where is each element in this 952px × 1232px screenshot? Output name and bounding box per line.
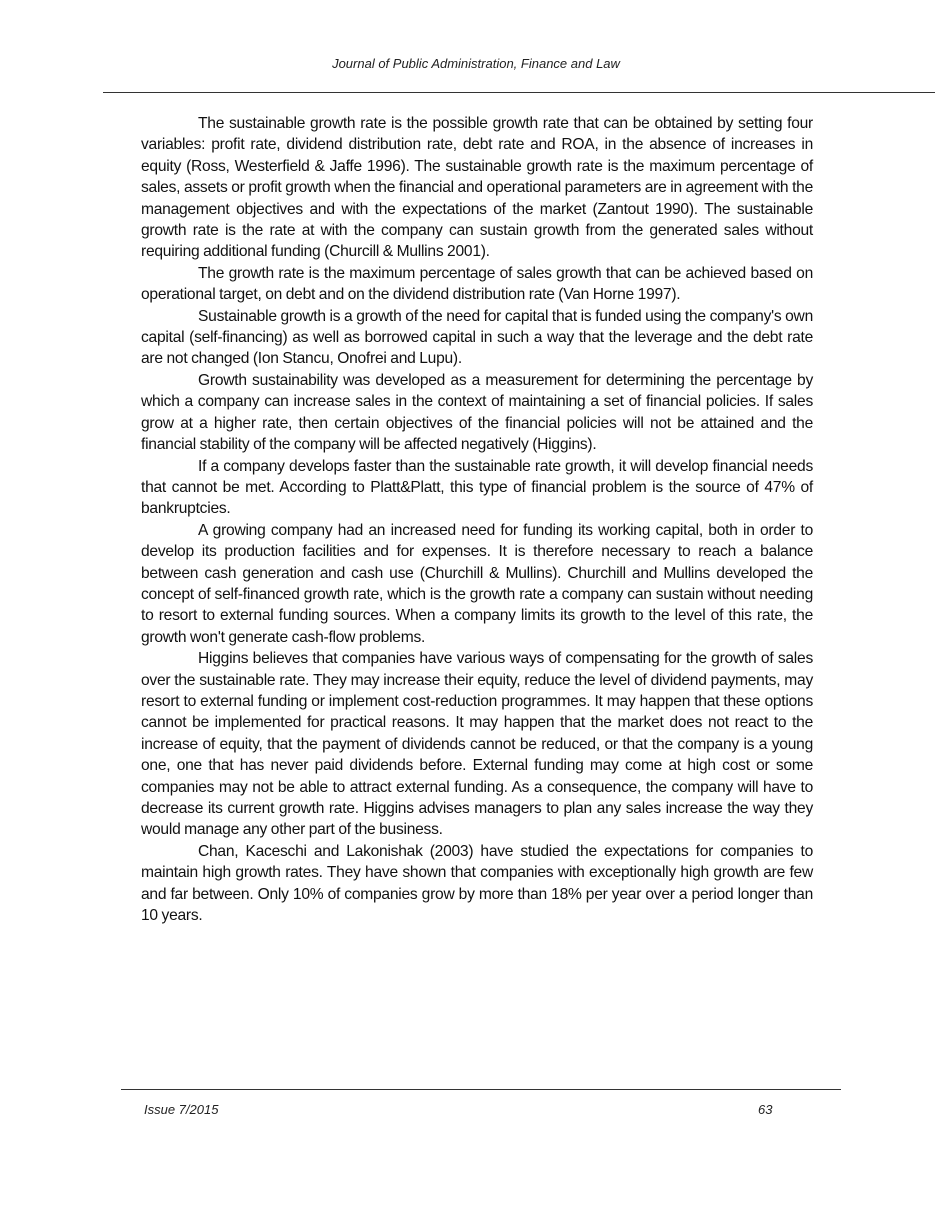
journal-title: Journal of Public Administration, Finance and Law (332, 56, 620, 71)
paragraph-sustainable-growth-definition: The sustainable growth rate is the possible growth rate that can be obtained by setting four variables: profit rate, dividend distribution rate, debt rate and ROA, in the absence of increases in equity (Ross, Westerfield & Jaffe 1996). The sustainable growth rate is the maximum percentage of sales, assets or profit growth when the financial and operational parameters are in agreement with the management objectives and with the expectations of the market (Zantout 1990). The sustainable growth rate is the rate at with the company can sustain growth from the generated sales without requiring additional funding (Churcill & Mullins 2001). (141, 115, 813, 261)
page-number: 63 (758, 1102, 773, 1117)
issue-label: Issue 7/2015 (144, 1102, 219, 1117)
paragraph-bankruptcies: If a company develops faster than the sustainable rate growth, it will develop financial needs that cannot be met. According to Platt&Platt, this type of financial problem is the source of 47% of bankruptcies. (141, 457, 813, 518)
paragraph-growth-rate-maximum: The growth rate is the maximum percentage of sales growth that can be achieved based on operational target, on debt and on the dividend distribution rate (Van Horne 1997). (141, 264, 813, 304)
paragraph-working-capital: A growing company had an increased need for funding its working capital, both in order to develop its production facilities and for expenses. It is therefore necessary to reach a balance between cash generation and cash use (Churchill & Mullins). Churchill and Mullins developed the concept of self-financed growth rate, which is the growth rate a company can sustain without needing to resort to external funding sources. When a company limits its growth to the level of this rate, the growth won't generate cash-flow problems. (141, 521, 813, 646)
paragraph-growth-sustainability: Growth sustainability was developed as a measurement for determining the percentage by which a company can increase sales in the context of maintaining a set of financial policies. If sales grow at a higher rate, then certain objectives of the financial policies will not be attained and the financial stability of the company will be affected negatively (Higgins). (141, 371, 813, 454)
article-body (141, 113, 813, 926)
paragraph-higgins-compensation: Higgins believes that companies have various ways of compensating for the growth of sales over the sustainable rate. They may increase their equity, reduce the level of dividend payments, may resort to external funding or implement cost-reduction programmes. It may happen that these options cannot be implemented for practical reasons. It may happen that the market does not react to the increase of equity, that the payment of dividends cannot be reduced, or that the company is a young one, one that has never paid dividends before. External funding may come at high cost or some companies may not be able to attract external funding. As a consequence, the company will have to decrease its current growth rate. Higgins advises managers to plan any sales increase the way they would manage any other part of the business. (141, 650, 813, 839)
header-divider (103, 92, 935, 93)
paragraph-high-growth-study: Chan, Kaceschi and Lakonishak (2003) have studied the expectations for companies to maintain high growth rates. They have shown that companies with exceptionally high growth are few and far between. Only 10% of companies grow by more than 18% per year over a period longer than 10 years. (141, 842, 813, 925)
paragraph-capital-funding: Sustainable growth is a growth of the need for capital that is funded using the company's own capital (self-financing) as well as borrowed capital in such a way that the leverage and the debt rate are not changed (Ion Stancu, Onofrei and Lupu). (141, 307, 813, 368)
footer-divider (121, 1089, 841, 1090)
